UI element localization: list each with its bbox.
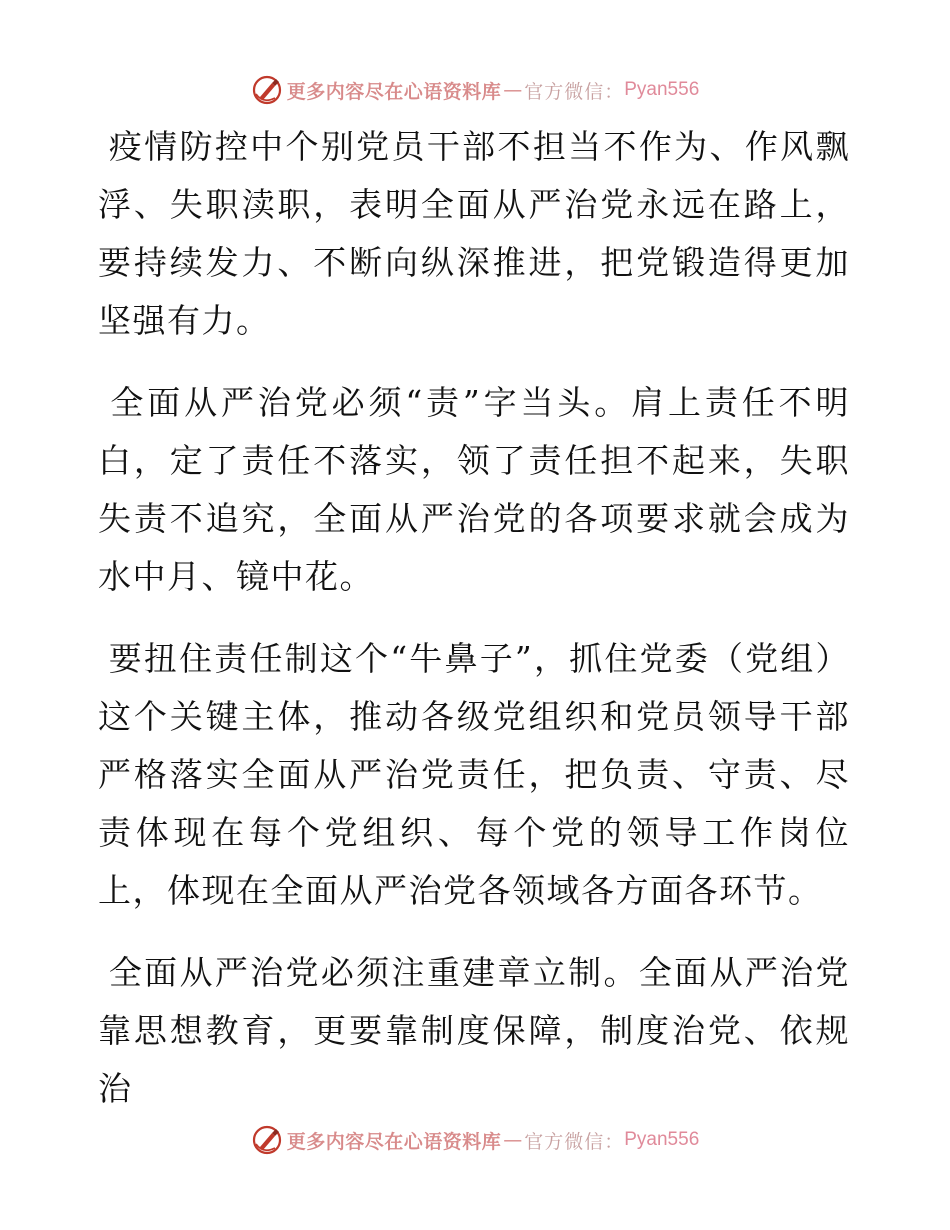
watermark-dash: —	[503, 79, 523, 101]
pen-logo-icon	[251, 1124, 283, 1156]
watermark-wechat-id: Pyan556	[624, 1129, 700, 1150]
document-body	[98, 118, 850, 1142]
watermark-official-label: 官方微信：	[524, 1130, 625, 1153]
paragraph-1	[98, 118, 850, 350]
paragraph-3	[98, 630, 850, 920]
watermark-dash: —	[503, 1129, 523, 1151]
paragraph-4	[98, 944, 850, 1118]
footer-watermark	[0, 1123, 950, 1157]
watermark-main-text: 更多内容尽在心语资料库	[286, 80, 502, 103]
paragraph-2	[98, 374, 850, 606]
watermark-main-text: 更多内容尽在心语资料库	[286, 1130, 502, 1153]
paragraph-1-text: 疫情防控中个别党员干部不担当不作为、作风飘浮、失职渎职，表明全面从严治党永远在路上，要持续发力、不断向纵深推进，把党锻造得更加坚强有力。	[98, 127, 850, 340]
header-watermark	[0, 73, 950, 107]
watermark-official-label: 官方微信：	[524, 80, 625, 103]
watermark-wechat-id: Pyan556	[624, 79, 700, 100]
paragraph-3-text: 要扭住责任制这个“牛鼻子”，抓住党委（党组）这个关键主体，推动各级党组织和党员领导干部严格落实全面从严治党责任，把负责、守责、尽责体现在每个党组织、每个党的领导工作岗位上，体现在全面从严治党各领域各方面各环节。	[98, 639, 850, 910]
pen-logo-icon	[251, 74, 283, 106]
paragraph-4-text: 全面从严治党必须注重建章立制。全面从严治党靠思想教育，更要靠制度保障，制度治党、依规治	[98, 953, 850, 1108]
paragraph-2-text: 全面从严治党必须“责”字当头。肩上责任不明白，定了责任不落实，领了责任担不起来，失职失责不追究，全面从严治党的各项要求就会成为水中月、镜中花。	[98, 383, 850, 596]
